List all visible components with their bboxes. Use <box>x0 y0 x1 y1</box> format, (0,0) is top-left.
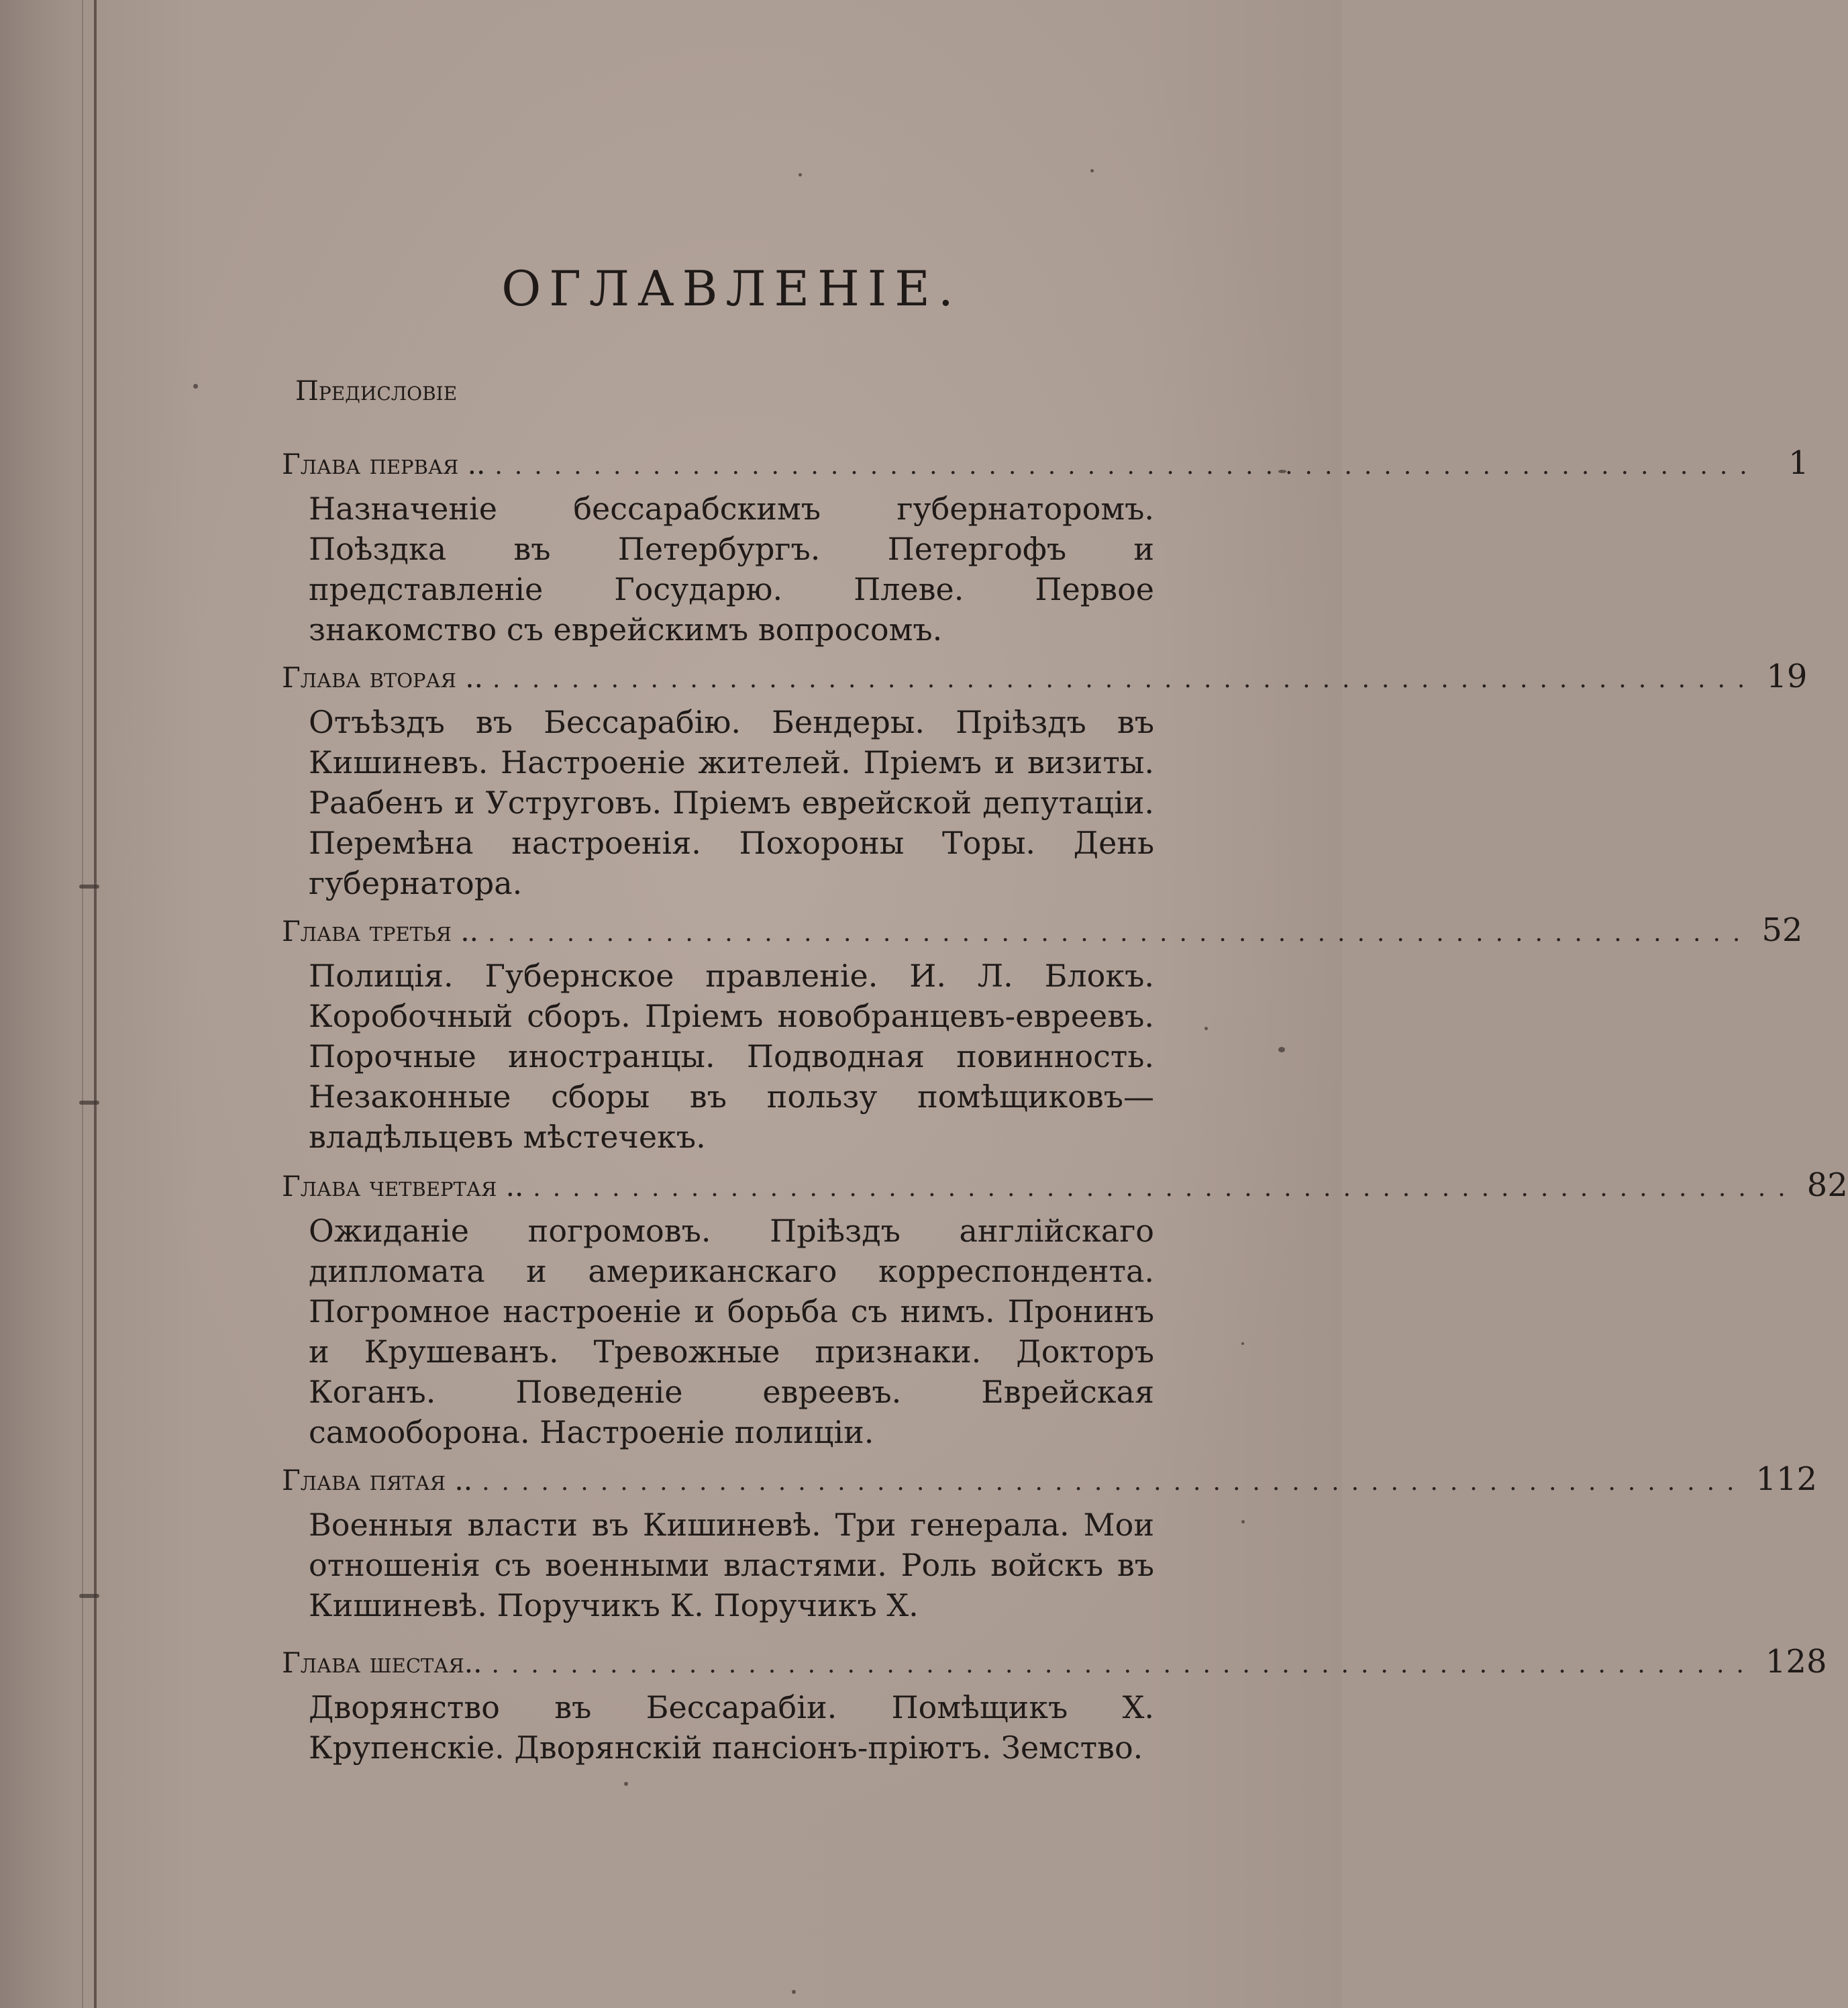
paper-speck <box>1241 1520 1245 1523</box>
paper-speck <box>792 1990 796 1994</box>
preface-entry: Предисловіе <box>295 376 458 407</box>
chapter-label: Глава вторая .. <box>282 661 483 694</box>
chapter-description: Отъѣздъ въ Бессарабію. Бендеры. Пріѣздъ въ Кишиневъ. Настроеніе жителей. Пріемъ и визиты. Раабенъ и Уструговъ. Пріемъ еврейской депутаціи. Перемѣна настроенія. Похороны Торы. День губернатора. <box>309 704 1154 901</box>
chapter-page-number: 52 <box>1761 911 1803 949</box>
toc-chapter-2 <box>282 658 1808 903</box>
toc-chapter-3 <box>282 911 1803 1157</box>
toc-chapter-1 <box>282 444 1809 650</box>
chapter-label: Глава первая .. <box>282 448 486 481</box>
toc-chapter-heading <box>282 444 1809 485</box>
toc-chapter-4 <box>282 1166 1848 1452</box>
paper-speck <box>1090 169 1094 172</box>
toc-chapter-heading <box>282 1643 1827 1683</box>
chapter-description: Ожиданіе погромовъ. Пріѣздъ англійскаго дипломата и американскаго корреспондента. Погромное настроеніе и борьба съ нимъ. Пронинъ и Крушеванъ. Тревожные признаки. Докторъ Коганъ. Поведеніе евреевъ. Еврейская самооборона. Настроеніе полиціи. <box>309 1213 1154 1450</box>
toc-chapter-5 <box>282 1460 1818 1625</box>
chapter-description: Полиція. Губернское правленіе. И. Л. Блокъ. Коробочный сборъ. Пріемъ новобранцевъ-евреевъ. Порочные иностранцы. Подводная повинность. Незаконные сборы въ пользу помѣщиковъ—владѣльцевъ мѣстечекъ. <box>309 958 1154 1155</box>
chapter-description: Дворянство въ Бессарабіи. Помѣщикъ Х. Крупенскіе. Дворянскій пансіонъ-пріютъ. Земство. <box>309 1689 1154 1766</box>
chapter-label: Глава третья .. <box>282 915 478 948</box>
chapter-page-number: 82 <box>1806 1166 1848 1204</box>
chapter-page-number: 112 <box>1755 1460 1818 1498</box>
leader-dots: ................................................................ <box>495 452 1759 480</box>
toc-chapter-heading <box>282 911 1803 952</box>
chapter-description: Назначеніе бессарабскимъ губернаторомъ. Поѣздка въ Петербургъ. Петергофъ и представленіе Государю. Плеве. Первое знакомство съ еврейскимъ вопросомъ. <box>309 491 1154 648</box>
paper-speck <box>79 1594 99 1598</box>
paper-speck <box>1241 1342 1244 1345</box>
paper-speck <box>193 384 198 389</box>
paper-speck <box>79 885 99 889</box>
chapter-page-number: 19 <box>1766 658 1808 695</box>
leader-dots: ................................................................ <box>487 919 1753 947</box>
paper-speck <box>1278 1047 1285 1052</box>
chapter-page-number: 128 <box>1765 1643 1827 1680</box>
leader-dots: ................................................................ <box>482 1468 1747 1496</box>
paper-speck <box>624 1782 628 1786</box>
chapter-label: Глава шестая.. <box>282 1646 482 1679</box>
leader-dots: ................................................................ <box>491 1651 1756 1678</box>
chapter-label: Глава пятая .. <box>282 1464 473 1497</box>
chapter-page-number: 1 <box>1788 444 1809 482</box>
leader-dots: ................................................................ <box>492 666 1757 693</box>
toc-chapter-heading <box>282 658 1808 698</box>
leader-dots: ................................................................ <box>533 1174 1798 1202</box>
chapter-label: Глава четвертая .. <box>282 1170 524 1203</box>
toc-chapter-heading <box>282 1460 1818 1501</box>
chapter-description: Военныя власти въ Кишиневѣ. Три генерала. Мои отношенія съ военными властями. Роль войскъ въ Кишиневѣ. Поручикъ К. Поручикъ Х. <box>309 1507 1154 1623</box>
toc-chapter-6 <box>282 1643 1827 1768</box>
page-title: ОГЛАВЛЕНІЕ. <box>501 260 962 317</box>
paper-speck <box>799 173 802 177</box>
toc-chapter-heading <box>282 1166 1848 1207</box>
paper-speck <box>79 1101 99 1105</box>
